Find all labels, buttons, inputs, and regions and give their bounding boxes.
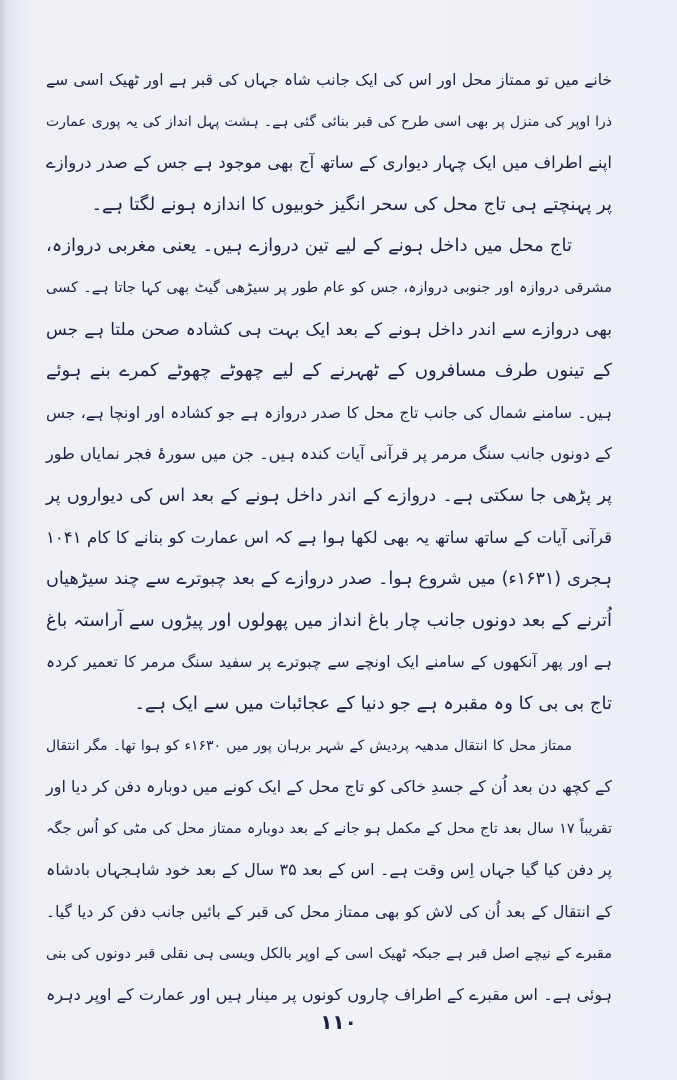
text-line: کے دونوں جانب سنگ مرمر پر قرآنی آیات کندہ ہیں۔ جن میں سورۂ فجر نمایاں طور — [46, 444, 612, 464]
text-line: ہے اور پھر آنکھوں کے سامنے ایک اونچے سے چبوترے پر سفید سنگ مرمر کا تعمیر کردہ — [46, 653, 612, 672]
text-line: تقریباً ۱۷ سال بعد تاج محل کے مکمل ہو جانے کے بعد دوبارہ ممتاز محل کی مٹی کو اُس جگہ — [46, 820, 612, 837]
text-line: بھی دروازے سے اندر داخل ہونے کے بعد ایک بہت ہی کشادہ صحن ملتا ہے جس — [46, 319, 612, 340]
text-line: کے کچھ دن بعد اُن کے جسدِ خاکی کو تاج محل کے ایک کونے میں دوبارہ دفن کر دیا اور — [46, 777, 612, 797]
text-line: کے انتقال کے بعد اُن کی لاش کو بھی ممتاز محل کی قبر کے بائیں جانب دفن کر دیا گیا۔ — [46, 903, 612, 921]
text-line: پر دفن کیا گیا جہاں اِس وقت ہے۔ اس کے بعد ۳۵ سال کے بعد خود شاہجہاں بادشاہ — [46, 860, 613, 880]
text-line: ذرا اوپر کی منزل پر بھی اسی طرح کی قبر بنائی گئی ہے۔ ہشت پہل انداز کی یہ پوری عمارت — [46, 113, 612, 130]
text-line: ہجری (۱۶۳۱ء) میں شروع ہوا۔ صدر دروازے کے بعد چبوترے سے چند سیڑھیاں — [46, 569, 612, 590]
text-line: پر پڑھی جا سکتی ہے۔ دروازے کے اندر داخل ہونے کے بعد اس کی دیواروں پر — [46, 486, 612, 506]
text-line: پر پہنچتے ہی تاج محل کی سحر انگیز خوبیوں کا اندازہ ہونے لگتا ہے۔ — [91, 193, 612, 215]
text-line: تاج بی بی کا وہ مقبرہ ہے جو دنیا کے عجائبات میں سے ایک ہے۔ — [134, 693, 612, 714]
text-line: اُترنے کے بعد دونوں جانب چار باغ انداز میں پھولوں اور پیڑوں سے آراستہ باغ — [46, 609, 612, 631]
text-line: مقبرے کے نیچے اصل قبر ہے جبکہ ٹھیک اسی کے اوپر بالکل ویسی ہی نقلی قبر دونوں کی بنی — [46, 945, 612, 962]
page-number: ۱۱۰ — [320, 1010, 357, 1034]
text-line: کے تینوں طرف مسافروں کے ٹھہرنے کے لیے چھوٹے چھوٹے کمرے بنے ہوئے — [46, 360, 612, 382]
text-line: ہوئی ہے۔ اس مقبرے کے اطراف چاروں کونوں پر مینار ہیں اور عمارت کے اوپر دہرہ — [46, 985, 612, 1005]
paragraph-start-line: ممتاز محل کا انتقال مدھیہ پردیش کے شہر برہان پور میں ۱۶۳۰ء کو ہوا تھا۔ مگر انتقال — [46, 737, 572, 754]
text-line: اپنے اطراف میں ایک چہار دیواری کے ساتھ آج بھی موجود ہے جس کے صدر دروازے — [46, 153, 612, 173]
text-line: مشرقی دروازہ اور جنوبی دروازہ، جس کو عام طور پر سیڑھی گیٹ بھی کہا جاتا ہے۔ کسی — [46, 280, 612, 296]
text-line: خانے میں تو ممتاز محل اور اس کی ایک جانب شاہ جہاں کی قبر ہے اور ٹھیک اسی سے — [46, 71, 612, 89]
paragraph-start-line: تاج محل میں داخل ہونے کے لیے تین دروازے ہیں۔ یعنی مغربی دروازہ، — [46, 235, 572, 257]
text-line: ہیں۔ سامنے شمال کی جانب تاج محل کا صدر دروازہ ہے جو کشادہ اور اونچا ہے، جس — [46, 403, 612, 422]
text-line: قرآنی آیات کے ساتھ ساتھ یہ بھی لکھا ہوا ہے کہ اس عمارت کو بنانے کا کام ۱۰۴۱ — [46, 527, 612, 547]
